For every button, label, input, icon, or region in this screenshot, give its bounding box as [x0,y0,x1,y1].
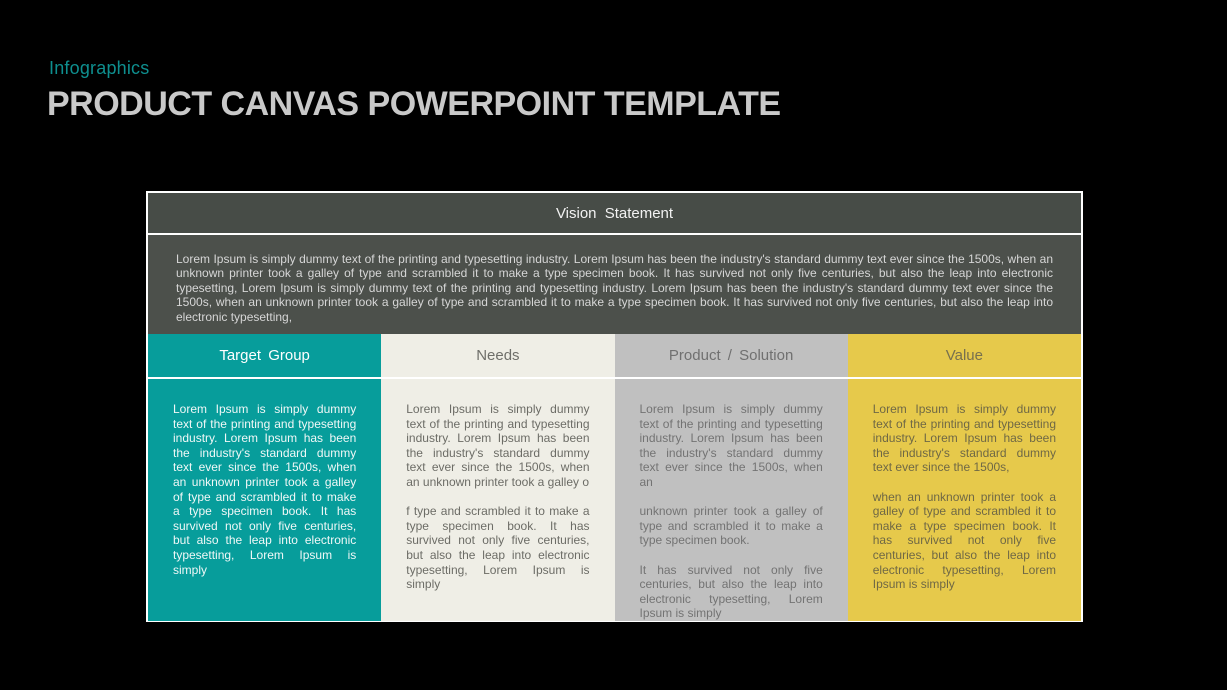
column-body-value [848,379,1081,621]
page-title: PRODUCT CANVAS POWERPOINT TEMPLATE [47,85,781,123]
column-paragraph: Lorem Ipsum is simply dummy text of the printing and typesetting industry. Lorem Ipsum has been the industry's standard dummy text ever since the 1500s, [872,402,1056,475]
canvas-columns [148,334,1081,621]
vision-statement-text: Lorem Ipsum is simply dummy text of the printing and typesetting industry. Lorem Ipsum has been the industry's standard dummy text ever since the 1500s, when an unknown printer took a galley of type and scrambled it to make a type specimen book. It has survived not only five centuries, but also the leap into electronic typesetting, Lorem Ipsum is simply dummy text of the printing and typesetting industry. Lorem Ipsum has been the industry's standard dummy text ever since the 1500s, when an unknown printer took a galley of type and scrambled it to make a type specimen book. It has survived not only five centuries, but also the leap into electronic typesetting, [176,252,1053,324]
column-product-solution [615,334,848,621]
column-label: Value [945,347,983,364]
infographics-label: Infographics [49,58,150,78]
column-body-product-solution [615,379,848,621]
column-target-group [148,334,381,621]
column-header-product-solution [615,334,848,379]
vision-statement-body [148,235,1081,334]
column-body-needs [381,379,614,621]
vision-statement-title: Vision Statement [555,204,674,222]
vision-statement-header [148,193,1081,235]
column-label: Needs [476,347,520,364]
product-canvas [146,191,1083,622]
column-paragraph: unknown printer took a galley of type and scrambled it to make a type specimen book. [639,504,823,548]
column-paragraph: Lorem Ipsum is simply dummy text of the printing and typesetting industry. Lorem Ipsum has been the industry's standard dummy text ever since the 1500s, when an unknown printer took a galley of type and scrambled it to make a type specimen book. It has survived not only five centuries, but also the leap into electronic typesetting, Lorem Ipsum is simply [173,402,357,577]
column-body-target-group [148,379,381,621]
column-paragraph: Lorem Ipsum is simply dummy text of the printing and typesetting industry. Lorem Ipsum has been the industry's standard dummy text ever since the 1500s, when an [639,402,823,489]
column-paragraph: Lorem Ipsum is simply dummy text of the printing and typesetting industry. Lorem Ipsum has been the industry's standard dummy text ever since the 1500s, when an unknown printer took a galley o [406,402,590,489]
column-value [848,334,1081,621]
column-paragraph: It has survived not only five centuries, but also the leap into electronic typesetting, Lorem Ipsum is simply [639,562,823,621]
column-paragraph: f type and scrambled it to make a type specimen book. It has survived not only five centuries, but also the leap into electronic typesetting, Lorem Ipsum is simply [406,504,590,592]
column-header-value [848,334,1081,379]
column-header-target-group [148,334,381,379]
column-label: Target Group [219,347,310,364]
column-header-needs [381,334,614,379]
column-paragraph: when an unknown printer took a galley of type and scrambled it to make a type specimen book. It has survived not only five centuries, but also the leap into electronic typesetting, Lorem Ipsum is simply [872,489,1056,592]
column-label: Product / Solution [668,347,794,364]
column-needs [381,334,614,621]
